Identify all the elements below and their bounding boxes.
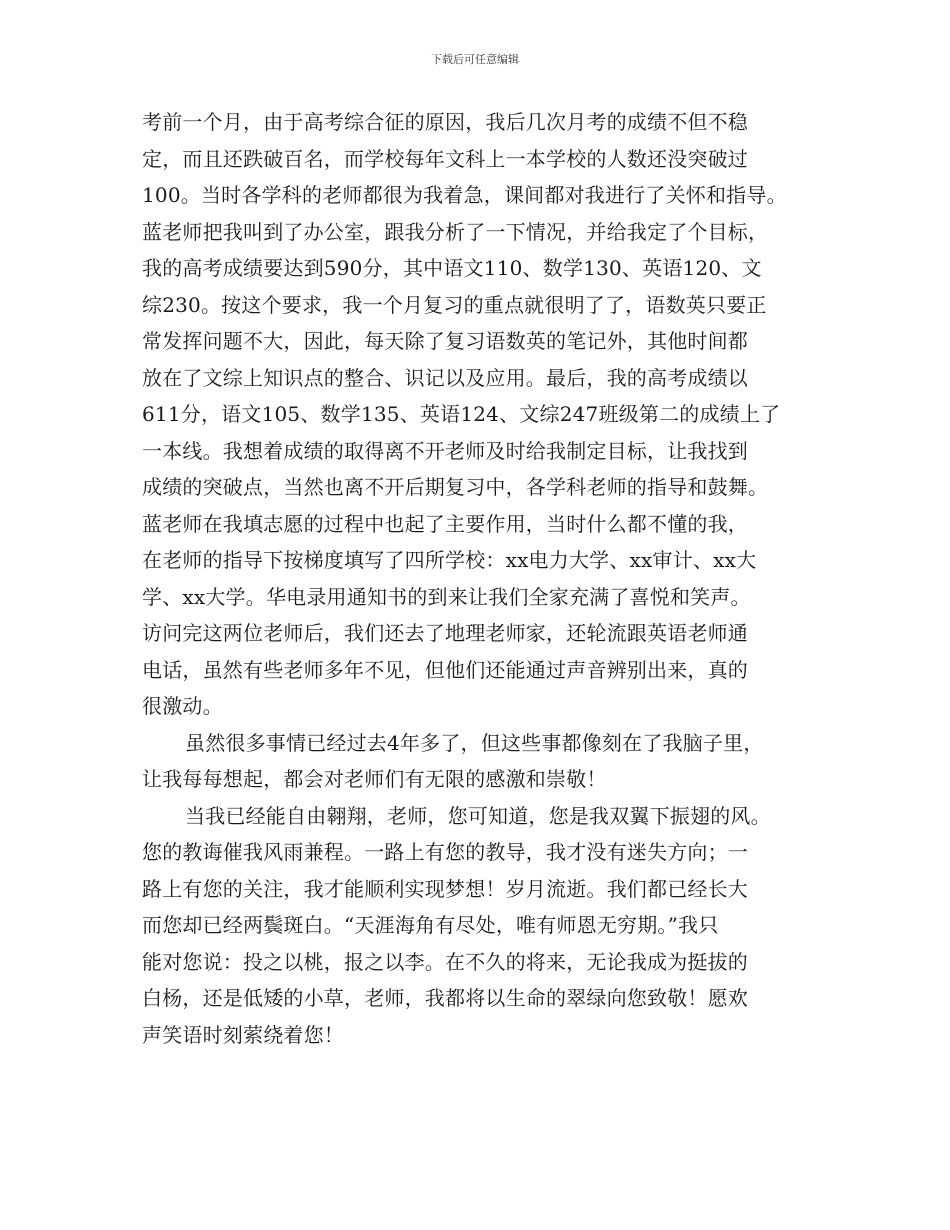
text-line: 定，而且还跌破百名，而学校每年文科上一本学校的人数还没突破过	[142, 146, 748, 171]
text-line: 声笑语时刻萦绕着您！	[142, 1022, 344, 1047]
document-body	[142, 104, 822, 1053]
text-line: 电话，虽然有些老师多年不见，但他们还能通过声音辨别出来，真的	[142, 657, 748, 682]
text-line: 蓝老师把我叫到了办公室，跟我分析了一下情况，并给我定了个目标，	[142, 219, 769, 244]
text-line: 成绩的突破点，当然也离不开后期复习中，各学科老师的指导和鼓舞。	[142, 475, 769, 499]
text-line: 考前一个月，由于高考综合征的原因，我后几次月考的成绩不但不稳	[142, 110, 748, 134]
text-line: 白杨，还是低矮的小草，老师，我都将以生命的翠绿向您致敬！愿欢	[142, 986, 748, 1010]
page-header: 下载后可任意编辑	[431, 53, 519, 66]
text-line: 很激动。	[142, 694, 223, 718]
paragraph-first-line: 虽然很多事情已经过去4年多了，但这些事都像刻在了我脑子里，	[185, 730, 764, 755]
text-line: 我的高考成绩要达到590分，其中语文110、数学130、英语120、文	[142, 256, 762, 280]
text-line: 让我每每想起，都会对老师们有无限的感激和崇敬！	[142, 767, 607, 791]
text-line: 访问完这两位老师后，我们还去了地理老师家，还轮流跟英语老师通	[142, 621, 748, 645]
text-line: 100。当时各学科的老师都很为我着急，课间都对我进行了关怀和指导。	[142, 183, 787, 207]
text-line: 路上有您的关注，我才能顺利实现梦想！岁月流逝。我们都已经长大	[142, 876, 748, 901]
text-line: 综230。按这个要求，我一个月复习的重点就很明了了，语数英只要正	[142, 292, 767, 317]
text-line: 在老师的指导下按梯度填写了四所学校：xx电力大学、xx审计、xx大	[142, 548, 757, 572]
text-line: 常发挥问题不大，因此，每天除了复习语数英的笔记外，其他时间都	[142, 329, 748, 353]
text-line: 能对您说：投之以桃，报之以李。在不久的将来，无论我成为挺拔的	[142, 949, 748, 974]
text-line: 您的教诲催我风雨兼程。一路上有您的教导，我才没有迷失方向；一	[142, 840, 748, 864]
paragraph-first-line: 当我已经能自由翱翔，老师，您可知道，您是我双翼下振翅的风。	[185, 803, 771, 828]
text-line: 蓝老师在我填志愿的过程中也起了主要作用，当时什么都不懂的我，	[142, 511, 748, 536]
text-line: 学、xx大学。华电录用通知书的到来让我们全家充满了喜悦和笑声。	[142, 584, 751, 609]
text-line: 611分，语文105、数学135、英语124、文综247班级第二的成绩上了	[142, 402, 781, 426]
text-line: 放在了文综上知识点的整合、识记以及应用。最后，我的高考成绩以	[142, 365, 748, 390]
text-line: 而您却已经两鬓斑白。“天涯海角有尽处，唯有师恩无穷期。”我只	[142, 913, 719, 937]
text-line: 一本线。我想着成绩的取得离不开老师及时给我制定目标，让我找到	[142, 438, 748, 463]
